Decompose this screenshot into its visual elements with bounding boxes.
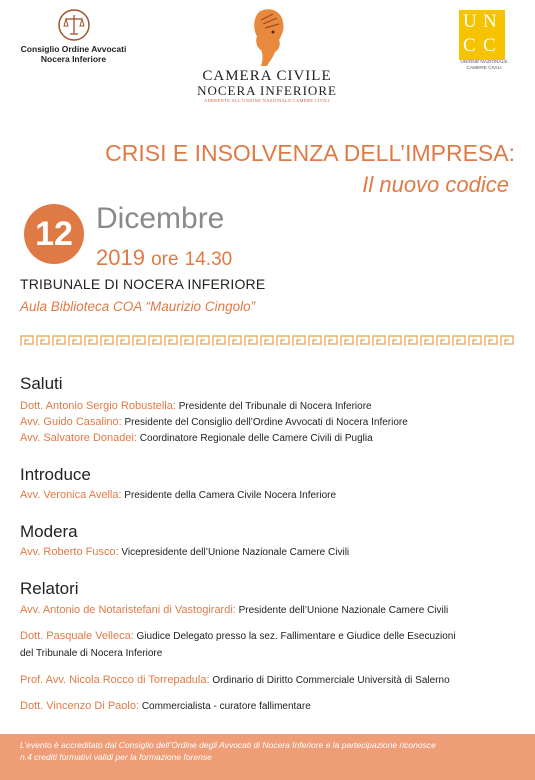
uncc-letter-1: U	[463, 11, 477, 32]
speaker-role: Giudice Delegato presso la sez. Fallimentare e Giudice delle Esecuzioni	[136, 631, 456, 642]
speaker-line	[20, 699, 311, 714]
speaker-line	[20, 629, 456, 644]
section-heading-relatori: Relatori	[20, 579, 79, 598]
footer-line2: n.4 crediti formativi validi per la formazione forense	[20, 752, 212, 762]
camera-civile-line1: CAMERA CIVILE	[202, 68, 332, 84]
speaker-name: Dott. Pasquale Velleca:	[20, 630, 134, 642]
speaker-line	[20, 431, 373, 446]
speaker-line	[20, 399, 372, 414]
speaker-role: Presidente della Camera Civile Nocera Inferiore	[124, 490, 337, 501]
event-day-badge: 12	[24, 204, 84, 264]
event-year: 2019	[96, 245, 145, 270]
speaker-line	[20, 488, 336, 503]
speaker-role: Coordinatore Regionale delle Camere Civili di Puglia	[139, 433, 373, 444]
uncc-letter-2: N	[483, 11, 497, 32]
coa-logo-line1: Consiglio Ordine Avvocati	[20, 44, 127, 54]
coa-logo-line2: Nocera Inferiore	[40, 54, 107, 64]
speaker-line	[20, 545, 349, 560]
speaker-role: Commercialista - curatore fallimentare	[141, 701, 311, 712]
scales-of-justice-icon	[57, 8, 91, 42]
coa-logo	[16, 8, 131, 64]
uncc-logo	[452, 10, 516, 71]
section-heading-saluti: Saluti	[20, 374, 63, 393]
uncc-letter-3: C	[463, 35, 476, 56]
event-time-prefix: ore	[151, 249, 179, 270]
speaker-role: Vicepresidente dell’Unione Nazionale Camere Civili	[121, 547, 350, 558]
speaker-role: Presidente del Tribunale di Nocera Inferiore	[178, 401, 372, 412]
section-heading-modera: Modera	[20, 522, 78, 541]
speaker-role: Presidente del Consiglio dell’Ordine Avvocati di Nocera Inferiore	[124, 417, 408, 428]
speaker-role: Ordinario di Diritto Commerciale Università di Salerno	[212, 675, 450, 686]
event-year-time	[96, 245, 232, 271]
speaker-line-continued	[20, 647, 162, 661]
speaker-line	[20, 415, 408, 430]
speaker-line	[20, 673, 450, 688]
speaker-name: Avv. Salvatore Donadei:	[20, 432, 137, 444]
footer-line1: L’evento è accreditato dal Consiglio dell’Ordine degli Avvocati di Nocera Inferiore e la partecipazione riconosce	[20, 740, 436, 750]
event-title: CRISI E INSOLVENZA DELL’IMPRESA:	[105, 140, 515, 166]
camera-civile-line3: ADERENTE ALL'UNIONE NAZIONALE CAMERE CIVILI	[204, 98, 330, 103]
speaker-role: Presidente dell’Unione Nazionale Camere Civili	[238, 605, 449, 616]
greek-key-divider	[20, 334, 516, 348]
section-heading-introduce: Introduce	[20, 465, 91, 484]
speaker-name: Dott. Vincenzo Di Paolo:	[20, 700, 140, 712]
accreditation-footer	[0, 734, 535, 780]
speaker-name: Dott. Antonio Sergio Robustella:	[20, 400, 176, 412]
speaker-role: del Tribunale di Nocera Inferiore	[20, 648, 163, 659]
event-subtitle: Il nuovo codice	[362, 172, 509, 197]
camera-civile-logo	[192, 6, 342, 104]
camera-civile-line2: NOCERA INFERIORE	[197, 83, 337, 98]
speaker-name: Avv. Roberto Fusco:	[20, 546, 119, 558]
event-month: Dicembre	[96, 202, 225, 235]
speaker-name: Avv. Veronica Avella:	[20, 489, 122, 501]
speaker-name: Avv. Guido Casalino:	[20, 416, 122, 428]
uncc-mark	[459, 10, 505, 60]
speaker-name: Prof. Avv. Nicola Rocco di Torrepadula:	[20, 674, 210, 686]
uncc-line2: CAMERE CIVILI	[466, 65, 502, 71]
event-time: 14.30	[184, 249, 233, 270]
event-room: Aula Biblioteca COA “Maurizio Cingolo”	[20, 299, 256, 314]
speaker-line	[20, 603, 448, 618]
laurel-head-icon	[239, 6, 295, 68]
uncc-letter-4: C	[483, 35, 496, 56]
speaker-name: Avv. Antonio de Notaristefani di Vastogirardi:	[20, 604, 236, 616]
uncc-line1: UNIONE NAZIONALE	[460, 60, 508, 65]
event-venue: TRIBUNALE DI NOCERA INFERIORE	[20, 276, 266, 292]
